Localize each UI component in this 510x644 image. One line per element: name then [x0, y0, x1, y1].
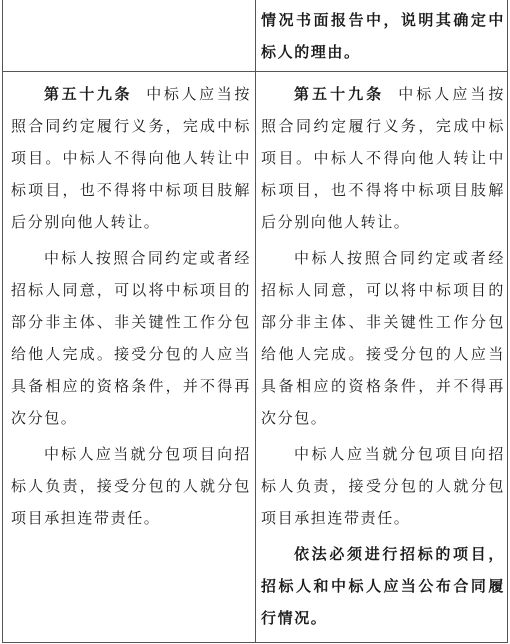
left-article-59-para2: 中标人按照合同约定或者经招标人同意，可以将中标项目的部分非主体、非关键性工作分包给他人完成。接受分包的人应当具备相应的资格条件，并不得再次分包。 — [11, 249, 251, 427]
top-right-cell: 情况书面报告中，说明其确定中标人的理由。 — [261, 11, 505, 61]
left-article-59-para1 — [11, 78, 251, 238]
right-article-59-para3: 中标人应当就分包项目向招标人负责，接受分包的人就分包项目承担连带责任。 — [261, 445, 505, 527]
right-article-59-para1 — [261, 78, 505, 238]
column-divider — [255, 0, 256, 642]
left-article-59-para3: 中标人应当就分包项目向招标人负责，接受分包的人就分包项目承担连带责任。 — [11, 445, 251, 527]
row-divider — [3, 71, 507, 72]
left-para1-body: 中标人应当按照合同约定履行义务，完成中标项目。中标人不得向他人转让中标项目，也不得将中标项目肢解后分别向他人转让。 — [11, 85, 251, 231]
right-article-59-para2: 中标人按照合同约定或者经招标人同意，可以将中标项目的部分非主体、非关键性工作分包给他人完成。接受分包的人应当具备相应的资格条件，并不得再次分包。 — [261, 249, 505, 427]
right-article-number: 第五十九条 — [294, 85, 385, 103]
right-para1-body: 中标人应当按照合同约定履行义务，完成中标项目。中标人不得向他人转让中标项目，也不得将中标项目肢解后分别向他人转让。 — [261, 85, 505, 231]
left-column-cell — [11, 78, 251, 538]
right-article-59-para4-added: 依法必须进行招标的项目，招标人和中标人应当公布合同履行情况。 — [261, 545, 505, 627]
comparison-table — [2, 0, 508, 643]
left-article-number: 第五十九条 — [44, 85, 133, 103]
right-column-cell — [261, 78, 505, 638]
